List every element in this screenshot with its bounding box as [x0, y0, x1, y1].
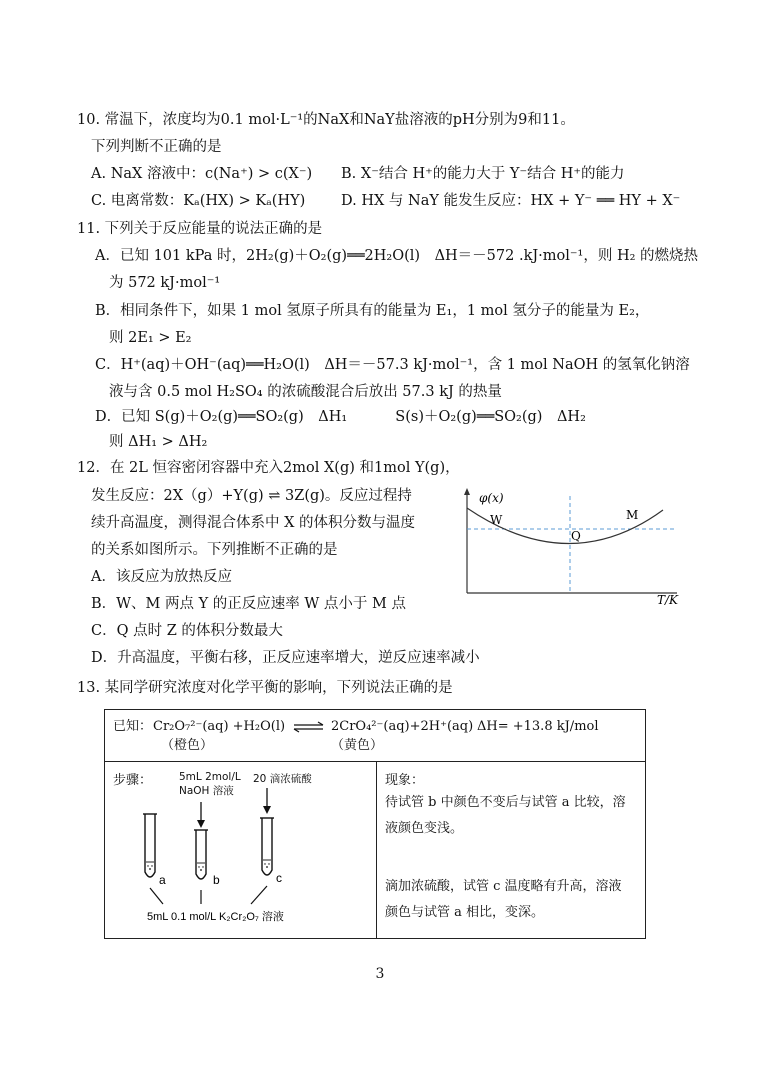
delta-h: ΔH= +13.8 kJ/mol	[477, 719, 599, 734]
test-tube-c	[260, 818, 274, 875]
q12-stem-line4: 的关系如图所示。下列推断不正确的是	[91, 542, 338, 558]
q10-option-d: D. HX 与 NaY 能发生反应：HX + Y⁻ ══ HY + X⁻	[341, 193, 681, 209]
equation-right: 2CrO₄²⁻(aq)+2H⁺(aq)	[331, 719, 474, 734]
acid-arrow-head	[263, 806, 271, 814]
observation-1-line1: 待试管 b 中颜色不变后与试管 a 比较，溶	[385, 795, 626, 810]
solution-label: 5mL 0.1 mol/L K₂Cr₂O₇ 溶液	[147, 911, 284, 923]
reagent-naoh-line2: NaOH 溶液	[179, 785, 234, 797]
equilibrium-arrow-icon	[293, 721, 325, 733]
q10-option-b: B. X⁻结合 H⁺的能力大于 Y⁻结合 H⁺的能力	[341, 166, 625, 182]
q12-option-b: B．W、M 两点 Y 的正反应速率 W 点小于 M 点	[91, 596, 406, 612]
reagent-naoh-line1: 5mL 2mol/L	[179, 771, 241, 783]
known-prefix: 已知：	[113, 719, 153, 734]
point-m-label: M	[626, 508, 639, 522]
tube-b-label: b	[213, 873, 220, 887]
q11-stem: 11. 下列关于反应能量的说法正确的是	[77, 221, 323, 237]
observation-1-line2: 液颜色变浅。	[385, 821, 464, 836]
q12-stem-line3: 续升高温度，测得混合体系中 X 的体积分数与温度	[91, 515, 416, 531]
q11-option-a-cont: 为 572 kJ·mol⁻¹	[109, 275, 221, 291]
q12-option-c: C．Q 点时 Z 的体积分数最大	[91, 623, 283, 639]
color-yellow-label: （黄色）	[331, 738, 384, 753]
q11-option-c: C．H⁺(aq)＋OH⁻(aq)══H₂O(l) ΔH＝－57.3 kJ·mol⁻¹，含 1 mol NaOH 的氢氧化钠溶	[95, 357, 690, 373]
q12-stem: 12．在 2L 恒容密闭容器中充入2mol X(g) 和1mol Y(g)，	[77, 460, 460, 476]
naoh-arrow-head	[197, 820, 205, 828]
q10-stem: 10. 常温下，浓度均为0.1 mol·L⁻¹的NaX和NaY盐溶液的pH分别为9和11。	[77, 112, 575, 128]
column-divider	[376, 762, 377, 938]
equation-left: Cr₂O₇²⁻(aq) +H₂O(l)	[153, 719, 286, 734]
pointer-line-c	[251, 886, 267, 904]
reagent-acid-label: 20 滴浓硫酸	[253, 773, 312, 785]
q11-option-a: A．已知 101 kPa 时，2H₂(g)＋O₂(g)══2H₂O(l) ΔH＝－572 .kJ·mol⁻¹，则 H₂ 的燃烧热	[95, 248, 699, 264]
point-q-label: Q	[571, 529, 581, 543]
q12-option-d: D．升高温度，平衡右移，正反应速率增大，逆反应速率减小	[91, 650, 480, 666]
y-axis-arrow	[464, 488, 470, 495]
q10-option-c: C. 电离常数：Kₐ(HX) > Kₐ(HY)	[91, 193, 306, 209]
tube-c-label: c	[276, 871, 282, 885]
steps-label: 步骤：	[113, 773, 153, 788]
y-axis-label: φ(x)	[479, 491, 504, 505]
q11-option-d-cont: 则 ΔH₁ > ΔH₂	[109, 434, 208, 450]
known-equation-row	[105, 710, 645, 762]
q12-option-a: A．该反应为放热反应	[91, 569, 232, 585]
test-tube-b	[194, 830, 208, 879]
temperature-volume-fraction-graph	[455, 488, 685, 608]
pointer-line-a	[150, 888, 163, 904]
observation-label: 现象：	[385, 773, 425, 788]
q10-option-a: A. NaX 溶液中：c(Na⁺) > c(X⁻)	[91, 166, 313, 182]
test-tube-diagram	[105, 762, 375, 938]
color-orange-label: （橙色）	[161, 738, 214, 753]
point-w-label: W	[490, 513, 503, 527]
page-number: 3	[375, 966, 385, 982]
x-axis-label: T/K	[657, 593, 679, 607]
test-tube-a	[143, 814, 157, 877]
tube-a-label: a	[159, 873, 166, 887]
q13-stem: 13. 某同学研究浓度对化学平衡的影响，下列说法正确的是	[77, 680, 453, 696]
q11-option-b-cont: 则 2E₁ > E₂	[109, 330, 192, 346]
observation-2-line1: 滴加浓硫酸，试管 c 温度略有升高，溶液	[385, 879, 622, 894]
q12-stem-line2: 发生反应：2X（g）+Y(g) ⇌ 3Z(g)。反应过程持	[91, 488, 412, 504]
q11-option-d: D．已知 S(g)＋O₂(g)══SO₂(g) ΔH₁ S(s)＋O₂(g)══SO₂(g) ΔH₂	[95, 409, 586, 425]
q11-option-c-cont: 液与含 0.5 mol H₂SO₄ 的浓硫酸混合后放出 57.3 kJ 的热量	[109, 384, 502, 400]
q10-prompt: 下列判断不正确的是	[91, 139, 222, 155]
q11-option-b: B．相同条件下，如果 1 mol 氢原子所具有的能量为 E₁，1 mol 氢分子的能量为 E₂，	[95, 303, 650, 319]
observation-2-line2: 颜色与试管 a 相比，变深。	[385, 905, 545, 920]
experiment-table	[104, 709, 646, 939]
